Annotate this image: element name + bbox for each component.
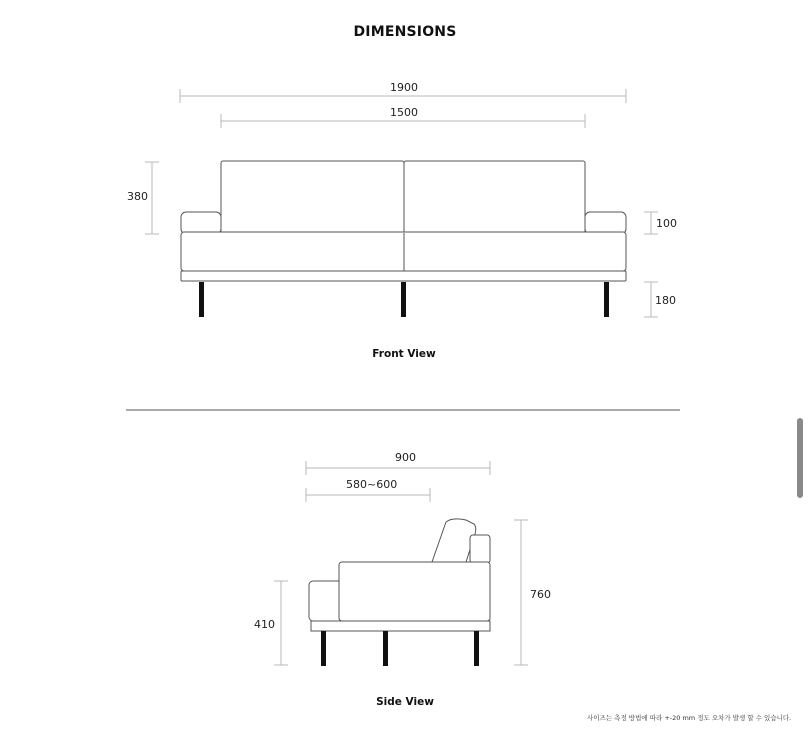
dim-seat-width: 1500 xyxy=(390,106,418,119)
page-title: DIMENSIONS xyxy=(353,24,457,40)
front-view-caption: Front View xyxy=(372,348,436,360)
front-leg-left xyxy=(199,282,204,317)
front-leg-right xyxy=(604,282,609,317)
right-back-cushion xyxy=(404,161,585,236)
dim-overall-depth: 900 xyxy=(395,451,416,464)
measurement-note: 사이즈는 측정 방법에 따라 +-20 mm 정도 오차가 발생 할 수 있습니다. xyxy=(587,714,792,722)
front-legs xyxy=(199,282,609,317)
side-legs xyxy=(321,631,479,666)
side-leg-back xyxy=(474,631,479,666)
right-arm xyxy=(585,212,626,234)
left-arm xyxy=(181,212,221,234)
front-sofa xyxy=(181,161,626,281)
side-back-cushion xyxy=(432,519,476,562)
side-arm-body xyxy=(339,562,490,621)
dim-overall-height: 760 xyxy=(530,588,551,601)
base-frame xyxy=(181,271,626,281)
side-base-frame xyxy=(311,621,490,631)
dim-back-height: 380 xyxy=(127,190,148,203)
scrollbar-thumb[interactable] xyxy=(797,418,803,498)
left-back-cushion xyxy=(221,161,404,236)
side-view-caption: Side View xyxy=(376,696,434,708)
dim-seat-height: 410 xyxy=(254,618,275,631)
dim-leg-height: 180 xyxy=(655,294,676,307)
dim-arm-height: 100 xyxy=(656,217,677,230)
dim-overall-width: 1900 xyxy=(390,81,418,94)
side-leg-middle xyxy=(383,631,388,666)
side-leg-front xyxy=(321,631,326,666)
dim-seat-depth: 580~600 xyxy=(346,478,398,491)
side-sofa xyxy=(309,519,490,631)
side-back-frame xyxy=(470,535,490,563)
front-leg-middle xyxy=(401,282,406,317)
